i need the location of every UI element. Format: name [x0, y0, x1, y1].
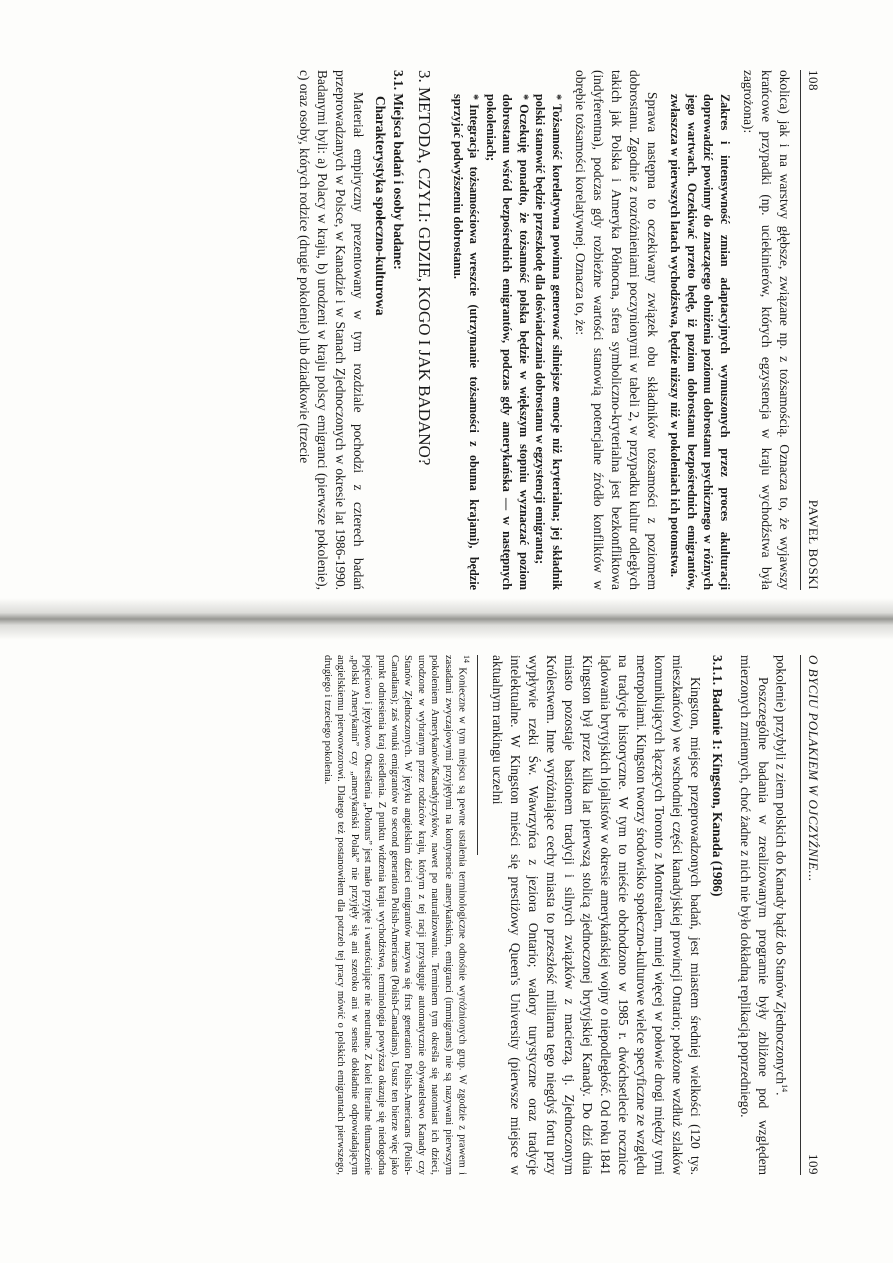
- bullet-list: [450, 70, 566, 590]
- subsection-heading: [372, 70, 408, 590]
- paragraph-text: pokolenie) przybyli z ziem polskich do Kanady bądź do Stanów Zjednoczonych: [773, 655, 789, 1085]
- paragraph-text-end: .: [773, 1092, 789, 1096]
- left-page-header: [800, 70, 821, 590]
- bullet-text: Integracja tożsamościowa wreszcie (utrzymanie tożsamości z obuma krajami), będzie sprzyjać podwyższeniu dobrostanu.: [451, 94, 482, 590]
- paragraph: Poszczególne badania w zrealizowanym programie były zbliżone pod względem mierzonych zmiennych, choć żadne z nich nie było dokładną replikacją poprzedniego.: [737, 655, 771, 1175]
- bullet-item: [483, 94, 533, 590]
- asterisk-icon: *: [517, 94, 531, 101]
- bullet-item: [450, 94, 483, 590]
- bullet-item: [532, 94, 565, 590]
- bullet-text: Oczekuję ponadto, że tożsamość polska będzie w większym stopniu wyznaczać poziom dobrostanu wśród bezpośrednich emigrantów, podczas gdy amerykańska — w następnych pokoleniach;: [484, 94, 531, 590]
- footnote: [321, 655, 473, 1175]
- paragraph: Sprawa następna to oczekiwany związek obu składników tożsamości z poziomem dobrostanu. Zgodnie z rozróżnieniami poczynionymi w tabeli 2, w przypadku kultur odległych takich jak Polska i Ameryka Północna, sfera symboliczno-kryterialna jest bezkonfliktowa (indyferentna), podczas gdy rozbieżne wartości stanowią potencjalne źródło konfliktów w obrębie tożsamości korelatywnej. Oznacza to, że:: [573, 70, 660, 590]
- book-gutter: [0, 598, 893, 640]
- footnote-ref: 14: [780, 1084, 789, 1093]
- right-page-header: [800, 655, 821, 1175]
- running-head: PAWEŁ BOSKI: [806, 499, 821, 590]
- subsection-heading-line: Charakterystyka społeczno-kulturowa: [373, 96, 389, 316]
- section-heading: 3. METODA, CZYLI: GDZIE, KOGO I JAK BADANO?: [415, 70, 435, 466]
- subsection-heading-line: 3.1. Miejsca badań i osoby badane:: [391, 70, 407, 270]
- bullet-text: Tożsamość korelatywna powinna generować silniejsze emocje niż kryterialna; jej składnik polski stanowić będzie przeszkodę dla doświadczania dobrostanu w egzystencji emigranta;: [533, 94, 564, 590]
- paragraph: Materiał empiryczny prezentowany w tym rozdziale pochodzi z czterech badań przeprowadzanych w Polsce, w Kanadzie i w Stanach Zjednoczonych w okresie lat 1986-1990. Badanymi byli: a) Polacy w kraju, b) urodzeni w kraju polscy emigranci (pierwsze pokolenie), c) oraz osoby, których rodzice (drugie pokolenie) lub dziadkowie (trzecie: [297, 70, 367, 590]
- running-head: O BYCIU POLAKIEM W OJCZYŹNIE...: [806, 655, 821, 882]
- footnote-text: Konieczne w tym miejscu są pewne ustalenia terminologiczne odnośnie wyróżnionych grup. W zgodzie z prawem i zasadami zwyczajowymi przyjętymi na kontynencie amerykańskim, emigranci (immigrants) nie są nazywani pierwszym pokoleniem Amerykanów/Kanadyjczyków, nawet po naturalizowaniu. Terminem tym określa się natomiast ich dzieci, urodzone w wybranym przez rodziców kraju, którym z tej racji przysługuje automatycznie obywatelstwo Kanady czy Stanów Zjednoczonych. W języku angielskim dzieci emigrantów nazywa się first generation Polish-Americans (Polish-Canadians); zaś wnuki emigrantów to second generation Polish-Americans (Polish-Canadians). Ususz ten bierze więc jako punkt odniesienia kraj osiedlenia. Z punktu widzenia kraju wychodźstwa, terminologia powyższa okazuje się niedogodna pojęciowo i językowo. Określenia „Polonus” jest mało przyjęte i wartościujące nie neutralne. Z kolei literalne tłumaczenie „polski Amerykanin” czy „amerykański Polak” nie przyjęły się ani szeroko ani w sensie dokładnie odpowiadającym angielskiemu pierwowzorowi. Dlatego też postanowiłem dla potrzeb tej pracy mówić o polskich emigrantach pierwszego, drugiego i trzeciego pokolenia.: [322, 655, 468, 1175]
- paragraph: Kingston, miejsce przeprowadzonych badań, jest miastem średniej wielkości (120 tys. mieszkańców) we wschodniej części kanadyjskiej prowincji Ontario; położone wzdłuż szlaków komunikujących łączących Toronto z Montrealem, mniej więcej w połowie drogi między tymi metropoliami. Kingston tworzy środowisko społeczno-kulturowe wielce specyficzne ze względu na tradycje historyczne. W tym to mieście obchodzono w 1985 r. dwóchsetlecie rocznice lądowania brytyjskich lojalistów w okresie amerykańskiej wojny o niepodległość. Od roku 1841 Kingston był przez kilka lat pierwszą stolicą zjednoczonej brytyjskiej Kanady. Do dziś dnia miasto pozostaje bastionem tradycji i silnych związków z macierzą, tj. Zjednoczonym Królestwem. Inne wyróżniające cechy miasta to przeszłość militarna tego niegdyś fortu przy wypływie rzeki Św. Wawrzyńca z jeziora Ontario; walory turystyczne oraz tradycje intelektualne. W Kingston mieści się prestiżowy Queen's University (pierwsze miejsce w aktualnym rankingu uczelni: [489, 655, 703, 1175]
- hypothesis-block: Zakres i intensywność zmian adaptacyjnych wymuszonych przez proces akulturacji doprowadzić powinny do znaczącego obniżenia poziomu dobrostanu psychicznego w różnych jego wartwach. Oczekiwać przeto będę, iż poziom dobrostanu bezpośrednich emigrantów, zwłaszcza w pierwszych latach wychodźstwa, będzie niższy niż w pokoleniach ich potomstwa.: [668, 94, 732, 590]
- subsection-heading: 3.1.1. Badanie 1: Kingston, Kanada (1986): [709, 655, 725, 897]
- right-page: [0, 655, 893, 1175]
- footnote-divider: [477, 655, 478, 855]
- page-number: 109: [806, 1154, 821, 1175]
- footnote-number: 14: [461, 655, 471, 663]
- right-page-body: [321, 655, 793, 1175]
- asterisk-icon: *: [467, 94, 482, 101]
- left-page: [0, 70, 893, 590]
- page-number: 108: [806, 70, 821, 91]
- left-page-body: [296, 70, 794, 590]
- paragraph: okolica) jak i na warstwy głębsze, związane np. z tożsamością. Oznacza to, że wyjawszy krańcowe przypadki (np. uciekinierów, których egzystencja w kraju wychodźstwa była zagrożona):: [741, 70, 792, 590]
- paragraph: [772, 655, 793, 1175]
- asterisk-icon: *: [550, 94, 564, 101]
